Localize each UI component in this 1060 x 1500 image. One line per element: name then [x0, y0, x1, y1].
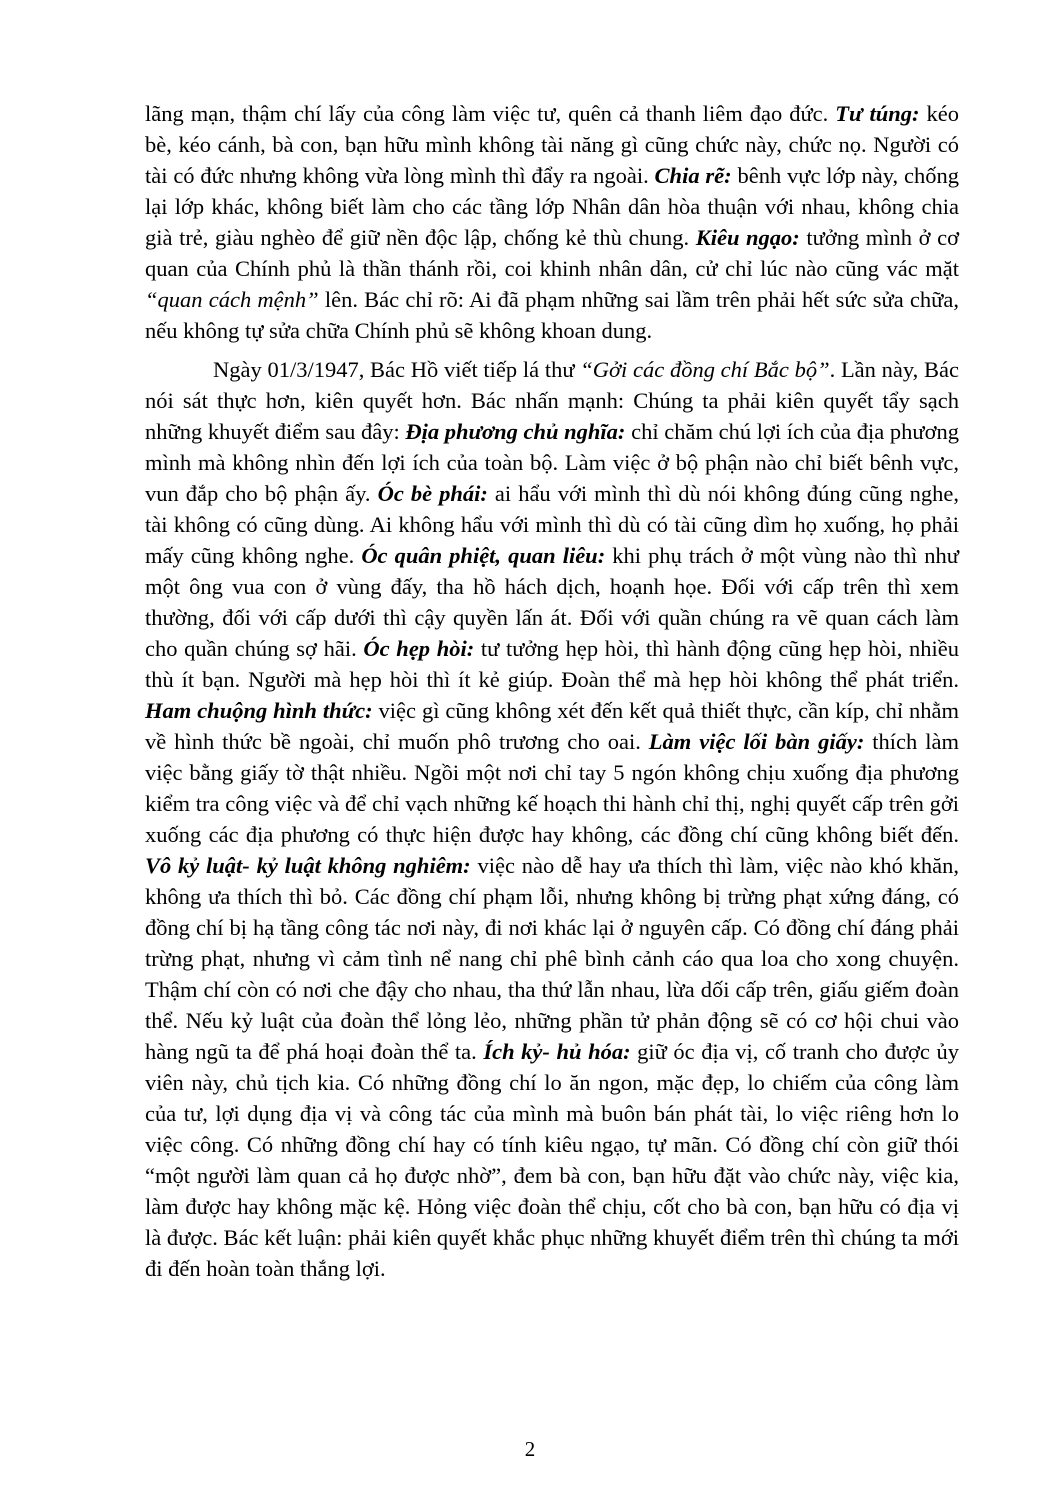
paragraph	[145, 98, 959, 346]
term-heading: Ham chuộng hình thức:	[145, 698, 373, 723]
term-heading: Kiêu ngạo:	[695, 225, 800, 250]
term-heading: Óc bè phái:	[377, 481, 488, 506]
quoted-text: “Gởi các đồng chí Bắc bộ”	[580, 357, 830, 382]
paragraph-text: thích làm việc bằng giấy tờ thật nhiều. Ngồi một nơi chỉ tay 5 ngón không chịu xuống địa phương kiểm tra công việc và để chỉ vạch những kế hoạch thi hành chỉ thị, nghị quyết cấp trên gởi xuống các địa phương có thực hiện được hay không, các đồng chí cũng không biết đến.	[145, 729, 959, 847]
paragraph-text: việc nào dễ hay ưa thích thì làm, việc nào khó khăn, không ưa thích thì bỏ. Các đồng chí phạm lỗi, nhưng không bị trừng phạt xứng đáng, có đồng chí bị hạ tầng công tác nơi này, đi nơi khác lại ở nguyên cấp. Có đồng chí đáng phải trừng phạt, nhưng vì cảm tình nể nang chỉ phê bình cảnh cáo qua loa cho xong chuyện. Thậm chí còn có nơi che đậy cho nhau, tha thứ lẫn nhau, lừa dối cấp trên, giấu giếm đoàn thể. Nếu kỷ luật của đoàn thể lỏng lẻo, những phần tử phản động sẽ có cơ hội chui vào hàng ngũ ta để phá hoại đoàn thể ta.	[145, 853, 960, 1064]
paragraph-text: tư tưởng hẹp hòi, thì hành động cũng hẹp hòi, nhiều thù ít bạn. Người mà hẹp hòi thì ít kẻ giúp. Đoàn thể mà hẹp hòi không thể phát triển.	[145, 636, 959, 692]
paragraph-text: khi phụ trách ở một vùng nào thì như một ông vua con ở vùng đấy, tha hồ hách dịch, hoạnh họe. Đối với cấp trên thì xem thường, đối với cấp dưới thì cậy quyền lấn át. Đối với quần chúng ra vẽ quan cách làm cho quần chúng sợ hãi.	[145, 543, 959, 661]
term-heading: Óc hẹp hòi:	[363, 636, 475, 661]
body-text	[145, 98, 959, 1284]
paragraph-text: việc gì cũng không xét đến kết quả thiết thực, cần kíp, chỉ nhằm về hình thức bề ngoài, chỉ muốn phô trương cho oai.	[145, 698, 959, 754]
paragraph-text: bênh vực lớp này, chống lại lớp khác, không biết làm cho các tầng lớp Nhân dân hòa thuận với nhau, không chia già trẻ, giàu nghèo để giữ nền độc lập, chống kẻ thù chung.	[145, 163, 959, 250]
term-heading: Địa phương chủ nghĩa:	[405, 419, 626, 444]
paragraph-text: ai hẩu với mình thì dù nói không đúng cũng nghe, tài không có cũng dùng. Ai không hẩu với mình thì dù có tài cũng dìm họ xuống, họ phải mấy cũng không nghe.	[145, 481, 959, 568]
paragraph	[145, 354, 959, 1284]
term-heading: Ích kỷ- hủ hóa:	[483, 1039, 631, 1064]
paragraph-text: lãng mạn, thậm chí lấy của công làm việc tư, quên cả thanh liêm đạo đức.	[145, 101, 836, 126]
page-number: 2	[524, 1437, 536, 1461]
document-page	[145, 98, 959, 1284]
paragraph-text: chỉ chăm chú lợi ích của địa phương mình mà không nhìn đến lợi ích của toàn bộ. Làm việc ở bộ phận nào chỉ biết bênh vực, vun đắp cho bộ phận ấy.	[145, 419, 959, 506]
paragraph-text: Ngày 01/3/1947, Bác Hồ viết tiếp lá thư	[213, 357, 581, 382]
term-heading: Óc quân phiệt, quan liêu:	[361, 543, 606, 568]
paragraph-text: . Lần này, Bác nói sát thực hơn, kiên quyết hơn. Bác nhấn mạnh: Chúng ta phải kiên quyết tẩy sạch những khuyết điểm sau đây:	[145, 357, 959, 444]
term-heading: Làm việc lối bàn giấy:	[648, 729, 865, 754]
term-heading: Chia rẽ:	[654, 163, 732, 188]
term-heading: Vô kỷ luật- kỷ luật không nghiêm:	[145, 853, 471, 878]
quoted-text: “quan cách mệnh”	[145, 287, 319, 312]
paragraph-text: lên. Bác chỉ rõ: Ai đã phạm những sai lầm trên phải hết sức sửa chữa, nếu không tự sửa chữa Chính phủ sẽ không khoan dung.	[145, 287, 959, 343]
paragraph-text: giữ óc địa vị, cố tranh cho được ủy viên này, chủ tịch kia. Có những đồng chí lo ăn ngon, mặc đẹp, lo chiếm của công làm của tư, lợi dụng địa vị và công tác của mình mà buôn bán phát tài, lo việc riêng hơn lo việc công. Có những đồng chí hay có tính kiêu ngạo, tự mãn. Có đồng chí còn giữ thói “một người làm quan cả họ được nhờ”, đem bà con, bạn hữu đặt vào chức này, việc kia, làm được hay không mặc kệ. Hỏng việc đoàn thể chịu, cốt cho bà con, bạn hữu có địa vị là được. Bác kết luận: phải kiên quyết khắc phục những khuyết điểm trên thì chúng ta mới đi đến hoàn toàn thắng lợi.	[145, 1039, 959, 1281]
paragraph-text: tưởng mình ở cơ quan của Chính phủ là thần thánh rồi, coi khinh nhân dân, cử chỉ lúc nào cũng vác mặt	[145, 225, 959, 281]
term-heading: Tư túng:	[835, 101, 920, 126]
paragraph-text: kéo bè, kéo cánh, bà con, bạn hữu mình không tài năng gì cũng chức này, chức nọ. Người có tài có đức nhưng không vừa lòng mình thì đẩy ra ngoài.	[145, 101, 959, 188]
